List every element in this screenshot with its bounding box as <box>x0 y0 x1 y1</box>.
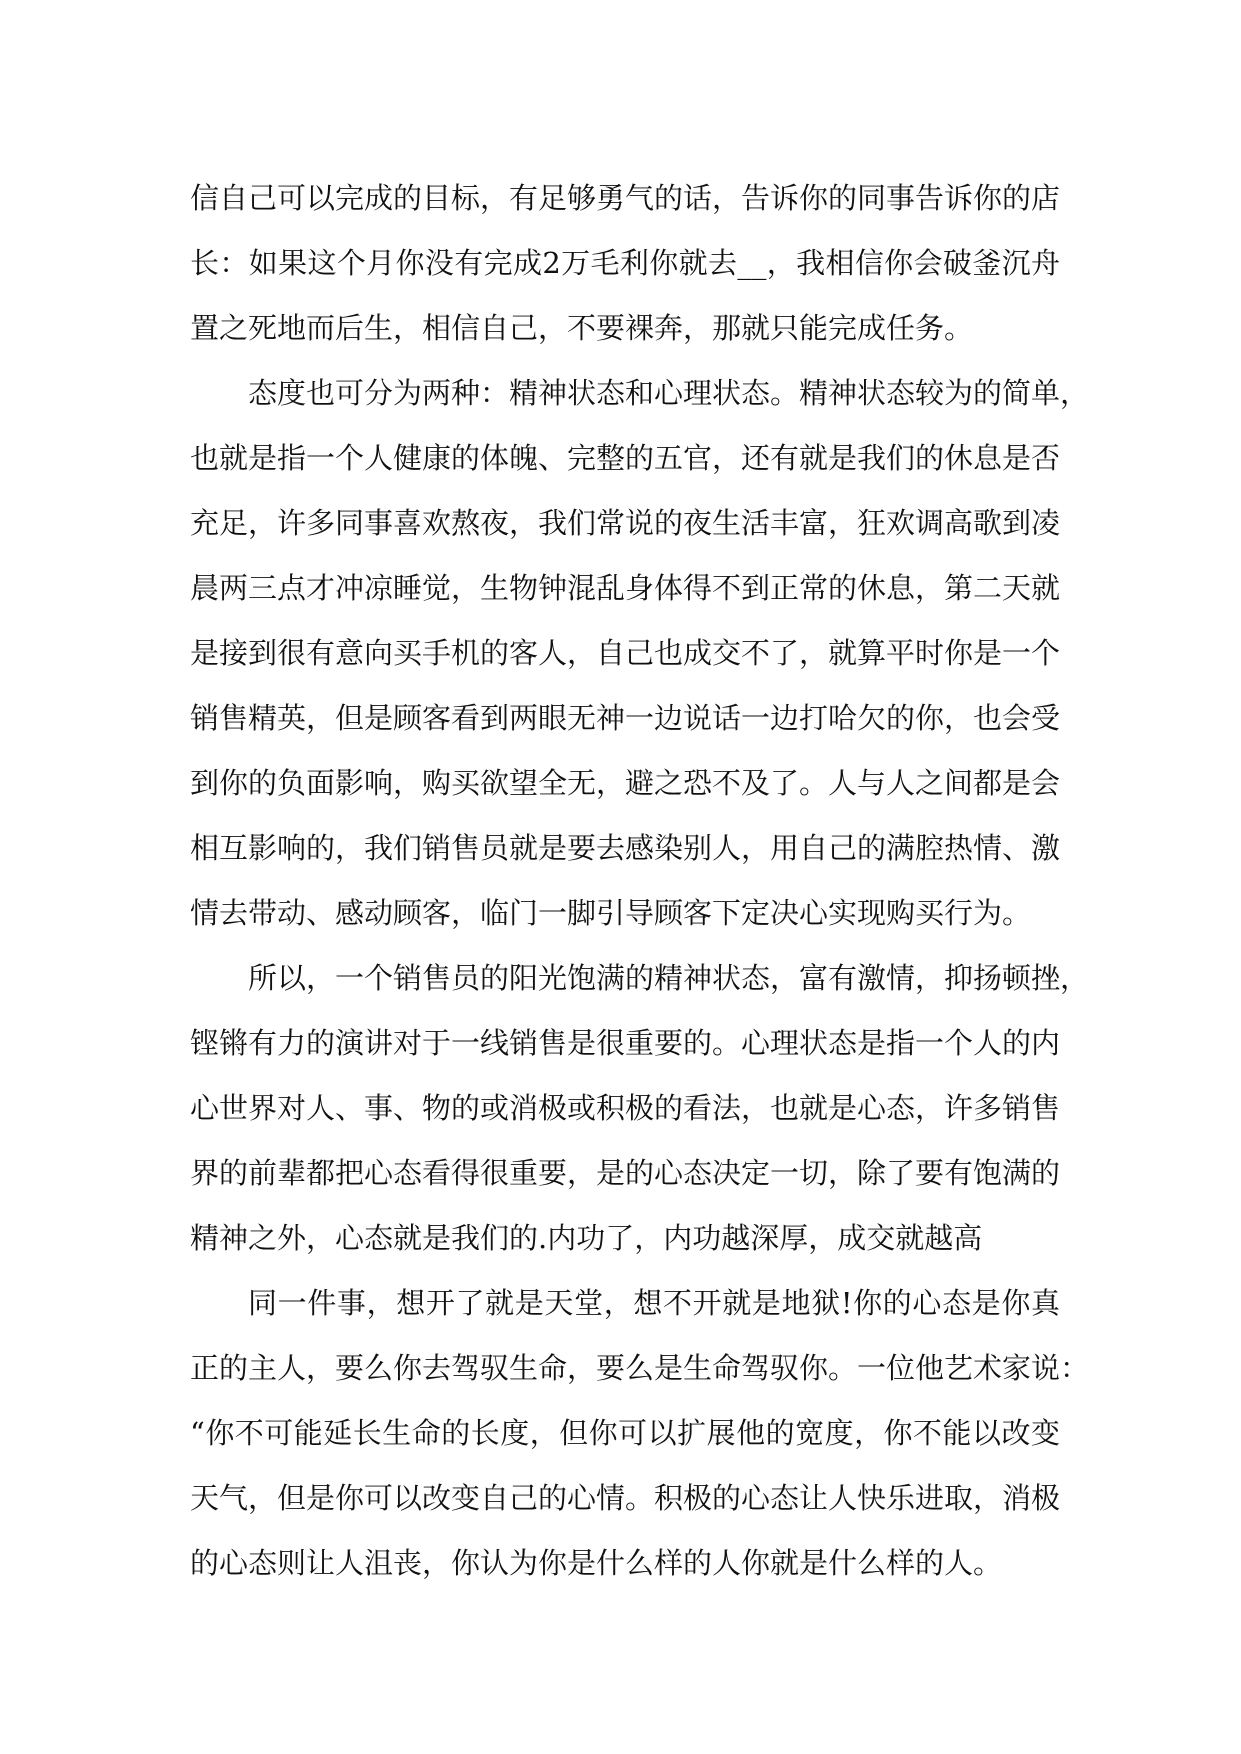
text-line: 所以，一个销售员的阳光饱满的精神状态，富有激情，抑扬顿挫， <box>248 961 1090 995</box>
text-line: 态度也可分为两种：精神状态和心理状态。精神状态较为的简单， <box>248 376 1090 410</box>
text-line: 界的前辈都把心态看得很重要，是的心态决定一切，除了要有饱满的 <box>190 1156 1061 1190</box>
text-line: 置之死地而后生，相信自己，不要裸奔，那就只能完成任务。 <box>190 311 974 345</box>
text-line: 精神之外，心态就是我们的.内功了，内功越深厚，成交就越高 <box>190 1221 983 1255</box>
text-line: 天气，但是你可以改变自己的心情。积极的心态让人快乐进取，消极 <box>190 1481 1061 1515</box>
text-line: “你不可能延长生命的长度，但你可以扩展他的宽度，你不能以改变 <box>190 1416 1060 1450</box>
document-body <box>190 166 1090 1596</box>
text-line: 是接到很有意向买手机的客人，自己也成交不了，就算平时你是一个 <box>190 636 1061 670</box>
text-line: 也就是指一个人健康的体魄、完整的五官，还有就是我们的休息是否 <box>190 441 1061 475</box>
text-line: 心世界对人、事、物的或消极或积极的看法，也就是心态，许多销售 <box>190 1091 1061 1125</box>
text-line: 到你的负面影响，购买欲望全无，避之恐不及了。人与人之间都是会 <box>190 766 1061 800</box>
text-line: 长：如果这个月你没有完成2万毛利你就去__，我相信你会破釜沉舟 <box>190 246 1060 280</box>
text-line: 充足，许多同事喜欢熬夜，我们常说的夜生活丰富，狂欢调高歌到凌 <box>190 506 1061 540</box>
text-line: 同一件事，想开了就是天堂，想不开就是地狱!你的心态是你真 <box>248 1286 1060 1320</box>
text-line: 的心态则让人沮丧，你认为你是什么样的人你就是什么样的人。 <box>190 1546 1003 1580</box>
text-line: 相互影响的，我们销售员就是要去感染别人，用自己的满腔热情、激 <box>190 831 1061 865</box>
text-line: 晨两三点才冲凉睡觉，生物钟混乱身体得不到正常的休息，第二天就 <box>190 571 1061 605</box>
text-line: 铿锵有力的演讲对于一线销售是很重要的。心理状态是指一个人的内 <box>190 1026 1061 1060</box>
text-line: 销售精英，但是顾客看到两眼无神一边说话一边打哈欠的你，也会受 <box>190 701 1061 735</box>
text-line: 正的主人，要么你去驾驭生命，要么是生命驾驭你。一位他艺术家说： <box>190 1351 1090 1385</box>
text-line: 信自己可以完成的目标，有足够勇气的话，告诉你的同事告诉你的店 <box>190 181 1061 215</box>
text-line: 情去带动、感动顾客，临门一脚引导顾客下定决心实现购买行为。 <box>190 896 1032 930</box>
